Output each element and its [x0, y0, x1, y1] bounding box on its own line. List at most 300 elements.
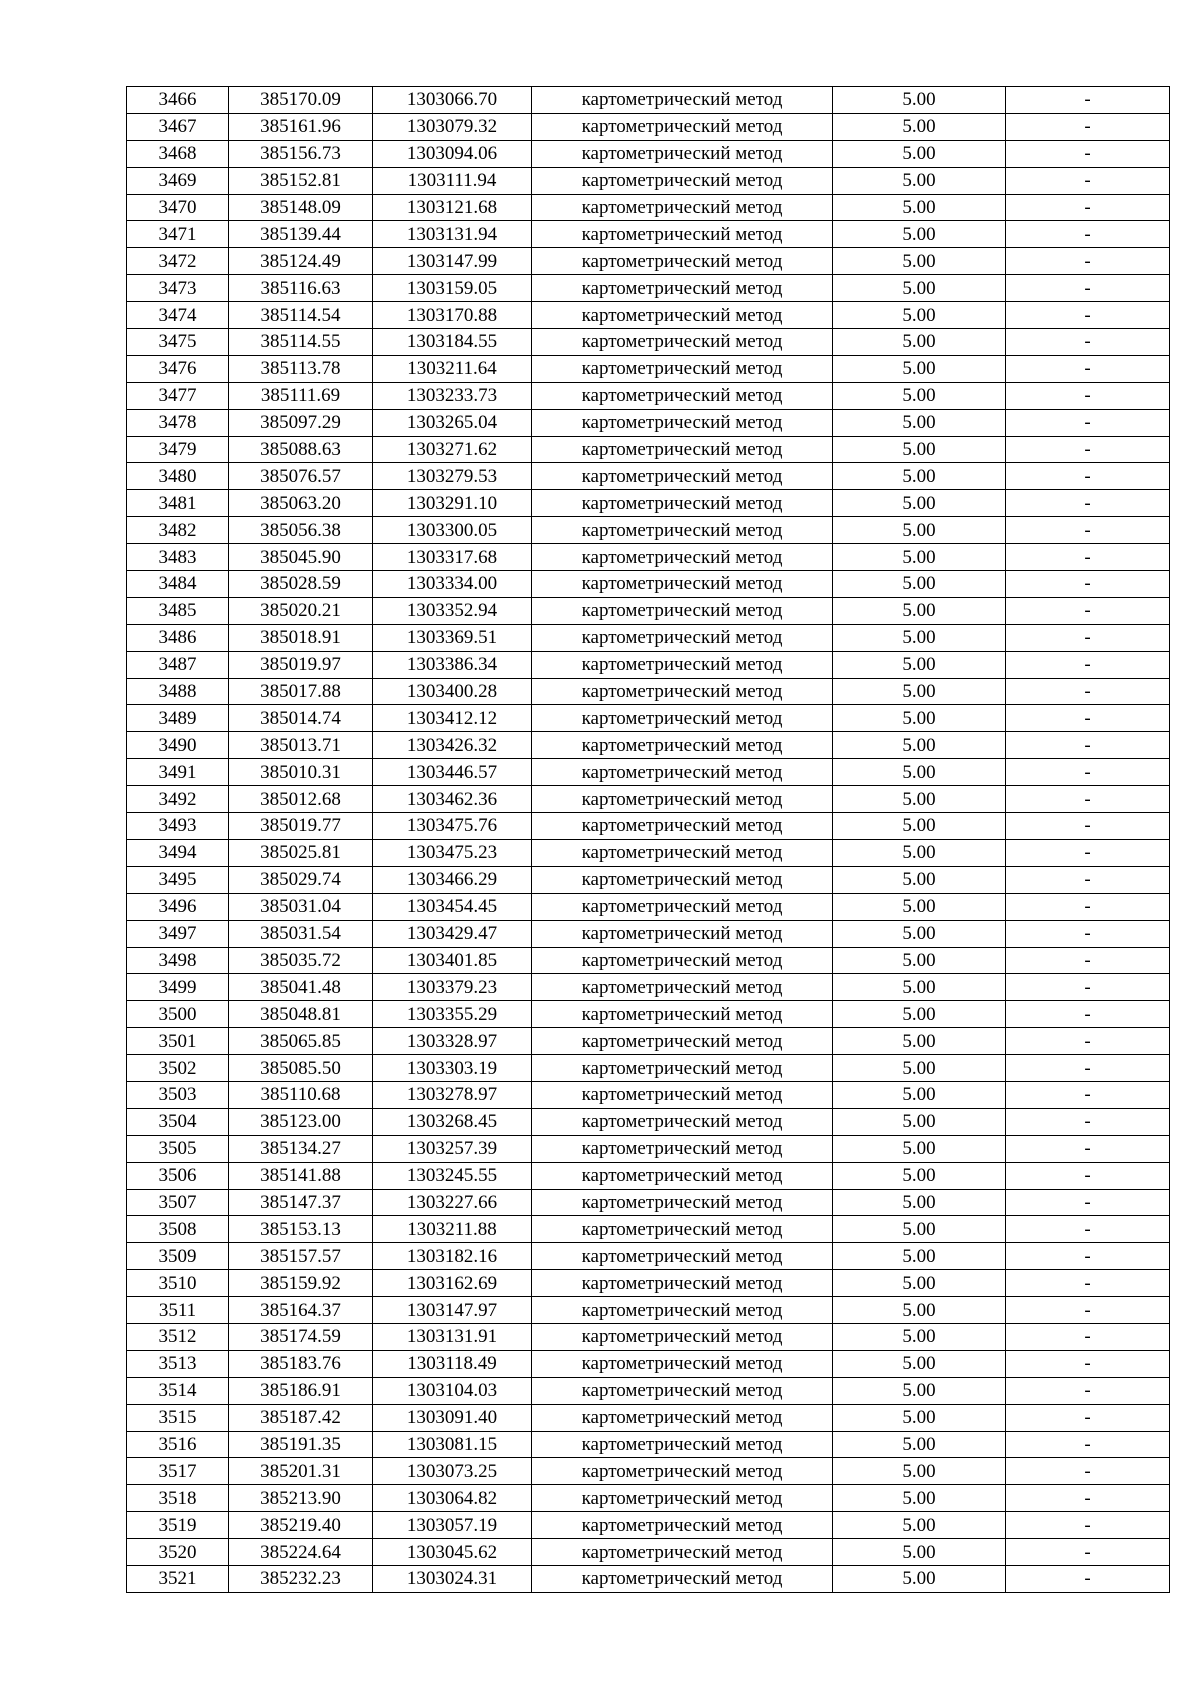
x-coordinate-cell: 385097.29	[229, 409, 373, 436]
description-cell: -	[1006, 839, 1170, 866]
table-row	[127, 571, 1170, 598]
accuracy-cell: 5.00	[833, 329, 1006, 356]
y-coordinate-cell: 1303024.31	[373, 1565, 532, 1592]
x-coordinate-cell: 385063.20	[229, 490, 373, 517]
accuracy-cell: 5.00	[833, 866, 1006, 893]
description-cell: -	[1006, 1297, 1170, 1324]
x-coordinate-cell: 385020.21	[229, 597, 373, 624]
accuracy-cell: 5.00	[833, 490, 1006, 517]
accuracy-cell: 5.00	[833, 87, 1006, 114]
point-number-cell: 3481	[127, 490, 229, 517]
y-coordinate-cell: 1303104.03	[373, 1377, 532, 1404]
method-cell: картометрический метод	[532, 221, 833, 248]
x-coordinate-cell: 385048.81	[229, 1001, 373, 1028]
table-row	[127, 1108, 1170, 1135]
accuracy-cell: 5.00	[833, 275, 1006, 302]
y-coordinate-cell: 1303462.36	[373, 786, 532, 813]
x-coordinate-cell: 385153.13	[229, 1216, 373, 1243]
accuracy-cell: 5.00	[833, 624, 1006, 651]
y-coordinate-cell: 1303352.94	[373, 597, 532, 624]
method-cell: картометрический метод	[532, 248, 833, 275]
table-row	[127, 463, 1170, 490]
accuracy-cell: 5.00	[833, 436, 1006, 463]
accuracy-cell: 5.00	[833, 893, 1006, 920]
accuracy-cell: 5.00	[833, 732, 1006, 759]
method-cell: картометрический метод	[532, 436, 833, 463]
method-cell: картометрический метод	[532, 920, 833, 947]
table-row	[127, 759, 1170, 786]
description-cell: -	[1006, 194, 1170, 221]
accuracy-cell: 5.00	[833, 1404, 1006, 1431]
accuracy-cell: 5.00	[833, 759, 1006, 786]
accuracy-cell: 5.00	[833, 140, 1006, 167]
method-cell: картометрический метод	[532, 275, 833, 302]
method-cell: картометрический метод	[532, 1028, 833, 1055]
point-number-cell: 3473	[127, 275, 229, 302]
table-row	[127, 1323, 1170, 1350]
x-coordinate-cell: 385161.96	[229, 113, 373, 140]
y-coordinate-cell: 1303400.28	[373, 678, 532, 705]
description-cell: -	[1006, 463, 1170, 490]
point-number-cell: 3510	[127, 1270, 229, 1297]
x-coordinate-cell: 385232.23	[229, 1565, 373, 1592]
point-number-cell: 3483	[127, 544, 229, 571]
method-cell: картометрический метод	[532, 517, 833, 544]
table-row	[127, 409, 1170, 436]
method-cell: картометрический метод	[532, 1350, 833, 1377]
method-cell: картометрический метод	[532, 544, 833, 571]
method-cell: картометрический метод	[532, 87, 833, 114]
method-cell: картометрический метод	[532, 1216, 833, 1243]
method-cell: картометрический метод	[532, 1485, 833, 1512]
accuracy-cell: 5.00	[833, 813, 1006, 840]
accuracy-cell: 5.00	[833, 302, 1006, 329]
point-number-cell: 3470	[127, 194, 229, 221]
y-coordinate-cell: 1303073.25	[373, 1458, 532, 1485]
y-coordinate-cell: 1303081.15	[373, 1431, 532, 1458]
point-number-cell: 3500	[127, 1001, 229, 1028]
description-cell: -	[1006, 947, 1170, 974]
point-number-cell: 3479	[127, 436, 229, 463]
table-row	[127, 624, 1170, 651]
description-cell: -	[1006, 302, 1170, 329]
table-row	[127, 302, 1170, 329]
y-coordinate-cell: 1303401.85	[373, 947, 532, 974]
accuracy-cell: 5.00	[833, 786, 1006, 813]
point-number-cell: 3477	[127, 382, 229, 409]
y-coordinate-cell: 1303211.88	[373, 1216, 532, 1243]
description-cell: -	[1006, 597, 1170, 624]
method-cell: картометрический метод	[532, 1565, 833, 1592]
x-coordinate-cell: 385111.69	[229, 382, 373, 409]
y-coordinate-cell: 1303131.94	[373, 221, 532, 248]
method-cell: картометрический метод	[532, 759, 833, 786]
table-row	[127, 490, 1170, 517]
point-number-cell: 3505	[127, 1135, 229, 1162]
accuracy-cell: 5.00	[833, 1458, 1006, 1485]
description-cell: -	[1006, 544, 1170, 571]
table-row	[127, 597, 1170, 624]
point-number-cell: 3491	[127, 759, 229, 786]
table-row	[127, 1243, 1170, 1270]
description-cell: -	[1006, 732, 1170, 759]
method-cell: картометрический метод	[532, 839, 833, 866]
y-coordinate-cell: 1303446.57	[373, 759, 532, 786]
method-cell: картометрический метод	[532, 651, 833, 678]
table-row	[127, 382, 1170, 409]
description-cell: -	[1006, 1565, 1170, 1592]
description-cell: -	[1006, 1458, 1170, 1485]
method-cell: картометрический метод	[532, 1377, 833, 1404]
accuracy-cell: 5.00	[833, 1055, 1006, 1082]
description-cell: -	[1006, 705, 1170, 732]
point-number-cell: 3509	[127, 1243, 229, 1270]
point-number-cell: 3471	[127, 221, 229, 248]
table-row	[127, 329, 1170, 356]
x-coordinate-cell: 385018.91	[229, 624, 373, 651]
method-cell: картометрический метод	[532, 1055, 833, 1082]
table-row	[127, 1162, 1170, 1189]
method-cell: картометрический метод	[532, 1539, 833, 1566]
y-coordinate-cell: 1303278.97	[373, 1081, 532, 1108]
y-coordinate-cell: 1303045.62	[373, 1539, 532, 1566]
method-cell: картометрический метод	[532, 140, 833, 167]
x-coordinate-cell: 385010.31	[229, 759, 373, 786]
point-number-cell: 3518	[127, 1485, 229, 1512]
description-cell: -	[1006, 1001, 1170, 1028]
table-row	[127, 167, 1170, 194]
description-cell: -	[1006, 1081, 1170, 1108]
point-number-cell: 3486	[127, 624, 229, 651]
table-row	[127, 544, 1170, 571]
accuracy-cell: 5.00	[833, 1243, 1006, 1270]
x-coordinate-cell: 385191.35	[229, 1431, 373, 1458]
accuracy-cell: 5.00	[833, 974, 1006, 1001]
point-number-cell: 3517	[127, 1458, 229, 1485]
y-coordinate-cell: 1303245.55	[373, 1162, 532, 1189]
y-coordinate-cell: 1303291.10	[373, 490, 532, 517]
accuracy-cell: 5.00	[833, 1565, 1006, 1592]
y-coordinate-cell: 1303426.32	[373, 732, 532, 759]
accuracy-cell: 5.00	[833, 167, 1006, 194]
description-cell: -	[1006, 248, 1170, 275]
description-cell: -	[1006, 1162, 1170, 1189]
point-number-cell: 3466	[127, 87, 229, 114]
x-coordinate-cell: 385123.00	[229, 1108, 373, 1135]
method-cell: картометрический метод	[532, 1431, 833, 1458]
table-row	[127, 1431, 1170, 1458]
table-row	[127, 1270, 1170, 1297]
table-row	[127, 87, 1170, 114]
description-cell: -	[1006, 866, 1170, 893]
x-coordinate-cell: 385187.42	[229, 1404, 373, 1431]
x-coordinate-cell: 385014.74	[229, 705, 373, 732]
x-coordinate-cell: 385029.74	[229, 866, 373, 893]
method-cell: картометрический метод	[532, 974, 833, 1001]
description-cell: -	[1006, 517, 1170, 544]
table-row	[127, 866, 1170, 893]
point-number-cell: 3485	[127, 597, 229, 624]
x-coordinate-cell: 385113.78	[229, 355, 373, 382]
description-cell: -	[1006, 786, 1170, 813]
accuracy-cell: 5.00	[833, 1189, 1006, 1216]
accuracy-cell: 5.00	[833, 221, 1006, 248]
description-cell: -	[1006, 1350, 1170, 1377]
x-coordinate-cell: 385116.63	[229, 275, 373, 302]
table-row	[127, 221, 1170, 248]
table-row	[127, 651, 1170, 678]
point-number-cell: 3475	[127, 329, 229, 356]
y-coordinate-cell: 1303369.51	[373, 624, 532, 651]
x-coordinate-cell: 385019.77	[229, 813, 373, 840]
y-coordinate-cell: 1303184.55	[373, 329, 532, 356]
y-coordinate-cell: 1303066.70	[373, 87, 532, 114]
y-coordinate-cell: 1303121.68	[373, 194, 532, 221]
y-coordinate-cell: 1303233.73	[373, 382, 532, 409]
description-cell: -	[1006, 813, 1170, 840]
method-cell: картометрический метод	[532, 1512, 833, 1539]
y-coordinate-cell: 1303454.45	[373, 893, 532, 920]
y-coordinate-cell: 1303466.29	[373, 866, 532, 893]
method-cell: картометрический метод	[532, 490, 833, 517]
method-cell: картометрический метод	[532, 355, 833, 382]
y-coordinate-cell: 1303355.29	[373, 1001, 532, 1028]
accuracy-cell: 5.00	[833, 409, 1006, 436]
point-number-cell: 3496	[127, 893, 229, 920]
y-coordinate-cell: 1303334.00	[373, 571, 532, 598]
y-coordinate-cell: 1303111.94	[373, 167, 532, 194]
accuracy-cell: 5.00	[833, 920, 1006, 947]
accuracy-cell: 5.00	[833, 544, 1006, 571]
table-row	[127, 1028, 1170, 1055]
method-cell: картометрический метод	[532, 813, 833, 840]
table-row	[127, 839, 1170, 866]
x-coordinate-cell: 385114.54	[229, 302, 373, 329]
method-cell: картометрический метод	[532, 194, 833, 221]
y-coordinate-cell: 1303094.06	[373, 140, 532, 167]
x-coordinate-cell: 385085.50	[229, 1055, 373, 1082]
accuracy-cell: 5.00	[833, 1377, 1006, 1404]
description-cell: -	[1006, 678, 1170, 705]
description-cell: -	[1006, 409, 1170, 436]
table-row	[127, 140, 1170, 167]
x-coordinate-cell: 385134.27	[229, 1135, 373, 1162]
x-coordinate-cell: 385035.72	[229, 947, 373, 974]
y-coordinate-cell: 1303131.91	[373, 1323, 532, 1350]
accuracy-cell: 5.00	[833, 1297, 1006, 1324]
accuracy-cell: 5.00	[833, 1323, 1006, 1350]
method-cell: картометрический метод	[532, 1297, 833, 1324]
accuracy-cell: 5.00	[833, 194, 1006, 221]
table-row	[127, 194, 1170, 221]
method-cell: картометрический метод	[532, 463, 833, 490]
method-cell: картометрический метод	[532, 947, 833, 974]
point-number-cell: 3488	[127, 678, 229, 705]
table-row	[127, 974, 1170, 1001]
table-row	[127, 436, 1170, 463]
point-number-cell: 3506	[127, 1162, 229, 1189]
table-row	[127, 248, 1170, 275]
method-cell: картометрический метод	[532, 1323, 833, 1350]
method-cell: картометрический метод	[532, 1135, 833, 1162]
method-cell: картометрический метод	[532, 1081, 833, 1108]
point-number-cell: 3467	[127, 113, 229, 140]
point-number-cell: 3513	[127, 1350, 229, 1377]
point-number-cell: 3521	[127, 1565, 229, 1592]
description-cell: -	[1006, 920, 1170, 947]
point-number-cell: 3507	[127, 1189, 229, 1216]
accuracy-cell: 5.00	[833, 1028, 1006, 1055]
description-cell: -	[1006, 355, 1170, 382]
accuracy-cell: 5.00	[833, 1539, 1006, 1566]
coordinates-table	[126, 86, 1170, 1593]
accuracy-cell: 5.00	[833, 1512, 1006, 1539]
x-coordinate-cell: 385224.64	[229, 1539, 373, 1566]
accuracy-cell: 5.00	[833, 571, 1006, 598]
method-cell: картометрический метод	[532, 597, 833, 624]
point-number-cell: 3480	[127, 463, 229, 490]
description-cell: -	[1006, 893, 1170, 920]
x-coordinate-cell: 385152.81	[229, 167, 373, 194]
method-cell: картометрический метод	[532, 1189, 833, 1216]
description-cell: -	[1006, 1404, 1170, 1431]
accuracy-cell: 5.00	[833, 947, 1006, 974]
method-cell: картометрический метод	[532, 1001, 833, 1028]
description-cell: -	[1006, 1028, 1170, 1055]
table-row	[127, 813, 1170, 840]
description-cell: -	[1006, 1189, 1170, 1216]
table-row	[127, 1297, 1170, 1324]
y-coordinate-cell: 1303170.88	[373, 302, 532, 329]
x-coordinate-cell: 385028.59	[229, 571, 373, 598]
y-coordinate-cell: 1303303.19	[373, 1055, 532, 1082]
point-number-cell: 3499	[127, 974, 229, 1001]
description-cell: -	[1006, 1431, 1170, 1458]
method-cell: картометрический метод	[532, 382, 833, 409]
point-number-cell: 3520	[127, 1539, 229, 1566]
accuracy-cell: 5.00	[833, 1001, 1006, 1028]
description-cell: -	[1006, 1539, 1170, 1566]
table-row	[127, 1512, 1170, 1539]
x-coordinate-cell: 385186.91	[229, 1377, 373, 1404]
point-number-cell: 3468	[127, 140, 229, 167]
y-coordinate-cell: 1303475.23	[373, 839, 532, 866]
point-number-cell: 3474	[127, 302, 229, 329]
point-number-cell: 3515	[127, 1404, 229, 1431]
description-cell: -	[1006, 140, 1170, 167]
x-coordinate-cell: 385141.88	[229, 1162, 373, 1189]
table-row	[127, 786, 1170, 813]
point-number-cell: 3508	[127, 1216, 229, 1243]
y-coordinate-cell: 1303147.99	[373, 248, 532, 275]
x-coordinate-cell: 385124.49	[229, 248, 373, 275]
y-coordinate-cell: 1303162.69	[373, 1270, 532, 1297]
table-row	[127, 1001, 1170, 1028]
table-row	[127, 1404, 1170, 1431]
y-coordinate-cell: 1303317.68	[373, 544, 532, 571]
table-row	[127, 1081, 1170, 1108]
point-number-cell: 3478	[127, 409, 229, 436]
point-number-cell: 3494	[127, 839, 229, 866]
accuracy-cell: 5.00	[833, 382, 1006, 409]
method-cell: картометрический метод	[532, 167, 833, 194]
description-cell: -	[1006, 1135, 1170, 1162]
x-coordinate-cell: 385019.97	[229, 651, 373, 678]
y-coordinate-cell: 1303227.66	[373, 1189, 532, 1216]
table-row	[127, 1055, 1170, 1082]
x-coordinate-cell: 385076.57	[229, 463, 373, 490]
method-cell: картометрический метод	[532, 866, 833, 893]
point-number-cell: 3495	[127, 866, 229, 893]
x-coordinate-cell: 385056.38	[229, 517, 373, 544]
accuracy-cell: 5.00	[833, 463, 1006, 490]
description-cell: -	[1006, 382, 1170, 409]
table-row	[127, 920, 1170, 947]
description-cell: -	[1006, 1512, 1170, 1539]
description-cell: -	[1006, 1216, 1170, 1243]
y-coordinate-cell: 1303271.62	[373, 436, 532, 463]
x-coordinate-cell: 385219.40	[229, 1512, 373, 1539]
point-number-cell: 3512	[127, 1323, 229, 1350]
accuracy-cell: 5.00	[833, 678, 1006, 705]
table-row	[127, 705, 1170, 732]
point-number-cell: 3484	[127, 571, 229, 598]
description-cell: -	[1006, 113, 1170, 140]
point-number-cell: 3497	[127, 920, 229, 947]
method-cell: картометрический метод	[532, 705, 833, 732]
method-cell: картометрический метод	[532, 302, 833, 329]
point-number-cell: 3502	[127, 1055, 229, 1082]
description-cell: -	[1006, 221, 1170, 248]
table-row	[127, 1189, 1170, 1216]
table-row	[127, 1539, 1170, 1566]
y-coordinate-cell: 1303429.47	[373, 920, 532, 947]
y-coordinate-cell: 1303182.16	[373, 1243, 532, 1270]
description-cell: -	[1006, 571, 1170, 598]
y-coordinate-cell: 1303386.34	[373, 651, 532, 678]
method-cell: картометрический метод	[532, 1108, 833, 1135]
table-row	[127, 678, 1170, 705]
table-row	[127, 1216, 1170, 1243]
description-cell: -	[1006, 1243, 1170, 1270]
y-coordinate-cell: 1303412.12	[373, 705, 532, 732]
x-coordinate-cell: 385183.76	[229, 1350, 373, 1377]
method-cell: картометрический метод	[532, 409, 833, 436]
description-cell: -	[1006, 329, 1170, 356]
method-cell: картометрический метод	[532, 893, 833, 920]
accuracy-cell: 5.00	[833, 113, 1006, 140]
accuracy-cell: 5.00	[833, 1350, 1006, 1377]
table-row	[127, 947, 1170, 974]
description-cell: -	[1006, 1485, 1170, 1512]
point-number-cell: 3472	[127, 248, 229, 275]
point-number-cell: 3519	[127, 1512, 229, 1539]
y-coordinate-cell: 1303091.40	[373, 1404, 532, 1431]
point-number-cell: 3482	[127, 517, 229, 544]
point-number-cell: 3501	[127, 1028, 229, 1055]
accuracy-cell: 5.00	[833, 597, 1006, 624]
description-cell: -	[1006, 490, 1170, 517]
x-coordinate-cell: 385147.37	[229, 1189, 373, 1216]
point-number-cell: 3503	[127, 1081, 229, 1108]
accuracy-cell: 5.00	[833, 1270, 1006, 1297]
table-row	[127, 1565, 1170, 1592]
point-number-cell: 3493	[127, 813, 229, 840]
x-coordinate-cell: 385045.90	[229, 544, 373, 571]
accuracy-cell: 5.00	[833, 1081, 1006, 1108]
y-coordinate-cell: 1303159.05	[373, 275, 532, 302]
x-coordinate-cell: 385148.09	[229, 194, 373, 221]
